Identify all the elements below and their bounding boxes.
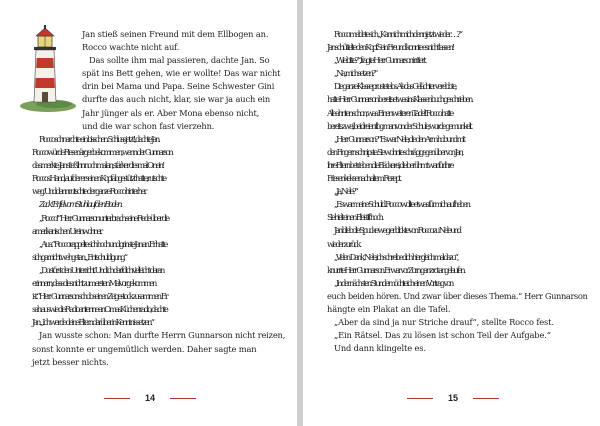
text-line: Zack! Er fiel vom Stuhl auf den Boden. xyxy=(39,199,121,210)
page-number-rule-right xyxy=(473,398,499,399)
text-line: knurrte Herr Gunnarson. Er war vor Zorn ganz rot angelaufen. xyxy=(327,264,464,275)
text-line: Rocco meldete sich. „Kann ich mich denn jetzt wieder …?“ xyxy=(334,29,461,39)
text-line: „Ein Rätsel. Das zu lösen ist schon Teil der Aufgabe.“ xyxy=(334,330,551,341)
text-line: amerikanischen Ureinwohner. xyxy=(32,225,101,236)
left-text-block-narrow xyxy=(82,28,280,133)
text-line: sonst konnte er ungemütlich werden. Daher sagte man xyxy=(32,343,257,354)
text-line: Und dann klingelte es. xyxy=(334,343,426,354)
text-line: Jan wusste schon: Man durfte Herrn Gunnarson nicht reizen, xyxy=(39,330,286,341)
text-line: sah aus wie die Radioantenne an Omas Küchenradio, dachte xyxy=(32,304,167,315)
text-line: Rocco schnarchte ein bisschen. Schluss jetzt!, dachte Jan. xyxy=(39,134,159,144)
text-line: jetzt besser nichts. xyxy=(32,356,109,367)
page-number-rule-right xyxy=(170,398,196,399)
text-line: Jahr jünger als er. Aber Mona ebenso nicht, xyxy=(82,107,260,118)
page-number: 14 xyxy=(144,393,155,403)
text-line: Friesenkekse nach altem Rezept. xyxy=(327,173,400,184)
text-line: und die war schon fast vierzehn. xyxy=(82,120,215,131)
text-line: hatte Herr Gunnarson bereits etwas ins Klassenbuch geschrieben. xyxy=(327,94,472,105)
text-line: „Wie bitte?“, fragte Herr Gunnarson irritiert. xyxy=(334,55,425,66)
text-line: „Herr Gunnarson?“ Es war Nele, die den Arm hob und mit xyxy=(334,133,464,144)
page-number: 15 xyxy=(447,393,458,403)
text-line: drin bei Mama und Papa. Seine Schwester Gini xyxy=(82,81,275,92)
text-line: Rocco wachte nicht auf. xyxy=(82,42,180,53)
lighthouse-illustration xyxy=(14,24,76,112)
text-line: „Es war meine Schuld. Rocco wollte etwas für mich aufheben. xyxy=(334,199,470,210)
text-line: „Du störst den Unterricht. Und ich darf dich vielleicht daran xyxy=(39,264,164,275)
text-line: euch beiden hören. Und zwar über dieses Thema.“ Herr Gunnarson xyxy=(327,290,588,301)
left-page xyxy=(0,0,297,426)
text-line: „Ja, Nele?“ xyxy=(334,186,357,197)
text-line: Sie hielt einen Bleistift hoch. xyxy=(327,212,383,223)
text-line: spät ins Bett gehen, wie er wollte! Das war nicht xyxy=(82,68,281,79)
text-line: Roccos Hand, auf der er seinen Kopf abgestützt hatte, rutschte xyxy=(32,173,165,184)
text-line: durfte das auch nicht, klar, sie war ja auch ein xyxy=(82,94,271,105)
page-number-rule-left xyxy=(104,398,130,399)
text-line: Die ganze Klasse prustete los. Als das Gelächter verebbte, xyxy=(334,81,456,92)
text-line: Jan. „Ich werde deine Eltern darüber in Kenntnis setzen.“ xyxy=(32,317,153,328)
text-line: Rocco würde Riesenärger bekommen, wenn der Gunnarson xyxy=(32,147,172,158)
text-line: Jan blieb die Spucke weg, er blickte von Rocco zu Nele und xyxy=(334,225,460,236)
text-line: Jan schüttelte den Kopf. Sein Freund konnte es nicht lassen! xyxy=(327,42,454,53)
text-line: erinnern, dass dies nicht zum ersten Mal vorgekommen xyxy=(32,278,156,289)
text-line: wieder zurück. xyxy=(327,238,360,249)
text-line: „Aber da sind ja nur Striche drauf“, stellte Rocco fest. xyxy=(334,317,554,328)
page-number-rule-left xyxy=(407,398,433,399)
text-line: „Na, mich setzen?“ xyxy=(334,68,377,79)
text-line: „Aua.“ Rocco rappelte sich hoch und grinste Jan an. Er hatte xyxy=(39,238,167,249)
text-line: weg. Und dann rutschte der ganze Rocco hinterher. xyxy=(32,186,145,197)
text-line: bereits zwei, bei dreien flog man von der Schule, wurde gemunkelt. xyxy=(327,120,472,131)
text-line: hängte ein Plakat an die Tafel. xyxy=(327,303,451,314)
text-line: Alle ahnten schon, was: Einen weiteren Tadel! Rocco hatte xyxy=(327,107,453,118)
text-line: „Vielen Dank, Nele, ich schreibe dich hier gleich mal dazu“, xyxy=(334,251,458,262)
text-line: „In der nächsten Stunde möchte ich einen Vortrag von xyxy=(334,277,453,288)
right-text-block xyxy=(327,28,587,355)
text-line: ist.“ Herr Gunnarson schob seinen Zeigestock zusammen. Er xyxy=(32,291,167,302)
text-line: „Rocco!“ Herr Gunnarson unterbrach seine Rede über die xyxy=(39,212,168,223)
text-line: sich gar nicht wehgetan. „Entschuldigung.“ xyxy=(32,251,126,262)
left-text-block-full xyxy=(32,133,285,369)
text-line: Das sollte ihm mal passieren, dachte Jan. So xyxy=(89,55,270,66)
text-line: Jan stieß seinen Freund mit dem Ellbogen an. xyxy=(82,29,269,39)
right-page xyxy=(303,0,600,426)
text-line: das merkte. Jan stieß ihn noch mal an, stärker diesmal. O nein! xyxy=(32,160,164,171)
text-line: den Fingern schnipste. Sie wohnte schräg gegenüber von Jan, xyxy=(327,146,463,157)
text-line: ihre Eltern betrieben die Bäckerei, die berühmt war für ihre xyxy=(327,159,453,170)
